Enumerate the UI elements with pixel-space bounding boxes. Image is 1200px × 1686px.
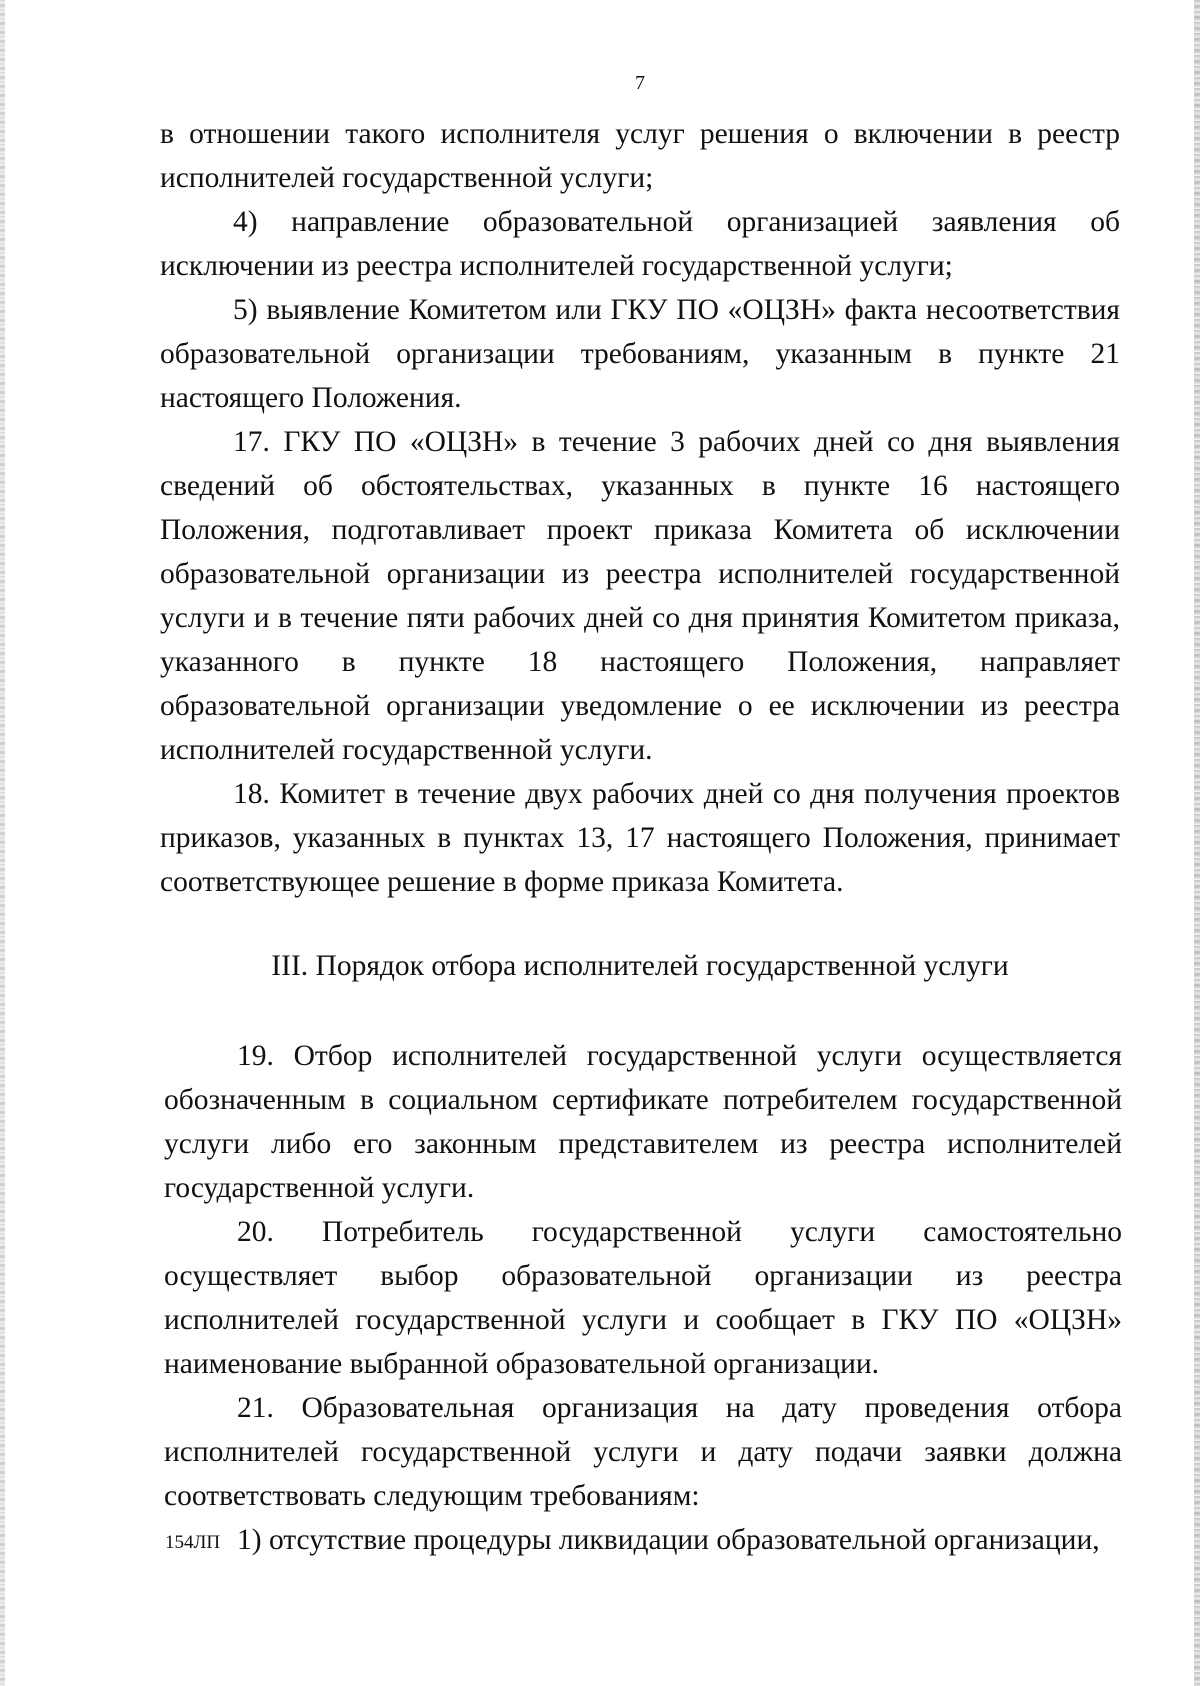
document-code: 154ЛП [165, 1532, 221, 1553]
paragraph-21: 21. Образовательная организация на дату проведения отбора исполнителей государственной услуги и дату подачи заявки должна соответствовать следующим требованиям: [164, 1392, 1122, 1512]
paragraph-19: 19. Отбор исполнителей государственной услуги осуществляется обозначенным в социальном сертификате потребителем государственной услуги либо его законным представителем из реестра исполнителей государственной услуги. [164, 1040, 1122, 1204]
paragraph-continuation: в отношении такого исполнителя услуг решения о включении в реестр исполнителей государственной услуги; [160, 118, 1120, 194]
section-heading: III. Порядок отбора исполнителей государственной услуги [271, 950, 1009, 982]
scan-edge-right [1194, 0, 1200, 1686]
paragraph-20: 20. Потребитель государственной услуги самостоятельно осуществляет выбор образовательной организации из реестра исполнителей государственной услуги и сообщает в ГКУ ПО «ОЦЗН» наименование выбранной образовательной организации. [164, 1216, 1122, 1380]
scan-edge-left [0, 0, 5, 1686]
paragraph-21-item-1: 1) отсутствие процедуры ликвидации образовательной организации, [237, 1524, 1100, 1556]
paragraph-item-4: 4) направление образовательной организацией заявления об исключении из реестра исполнителей государственной услуги; [160, 206, 1120, 282]
paragraph-18: 18. Комитет в течение двух рабочих дней со дня получения проектов приказов, указанных в пунктах 13, 17 настоящего Положения, принимает соответствующее решение в форме приказа Комитета. [160, 778, 1120, 898]
lower-text-block [164, 1034, 1122, 1562]
upper-text-block [160, 112, 1120, 904]
paragraph-item-5: 5) выявление Комитетом или ГКУ ПО «ОЦЗН» факта несоответствия образовательной организации требованиям, указанным в пункте 21 настоящего Положения. [160, 294, 1120, 414]
page-number: 7 [635, 72, 645, 94]
section-heading-block [160, 944, 1120, 988]
paragraph-17: 17. ГКУ ПО «ОЦЗН» в течение 3 рабочих дней со дня выявления сведений об обстоятельствах, указанных в пункте 16 настоящего Положения, подготавливает проект приказа Комитета об исключении образовательной организации из реестра исполнителей государственной услуги и в течение пяти рабочих дней со дня принятия Комитетом приказа, указанного в пункте 18 настоящего Положения, направляет образовательной организации уведомление о ее исключении из реестра исполнителей государственной услуги. [160, 426, 1120, 766]
